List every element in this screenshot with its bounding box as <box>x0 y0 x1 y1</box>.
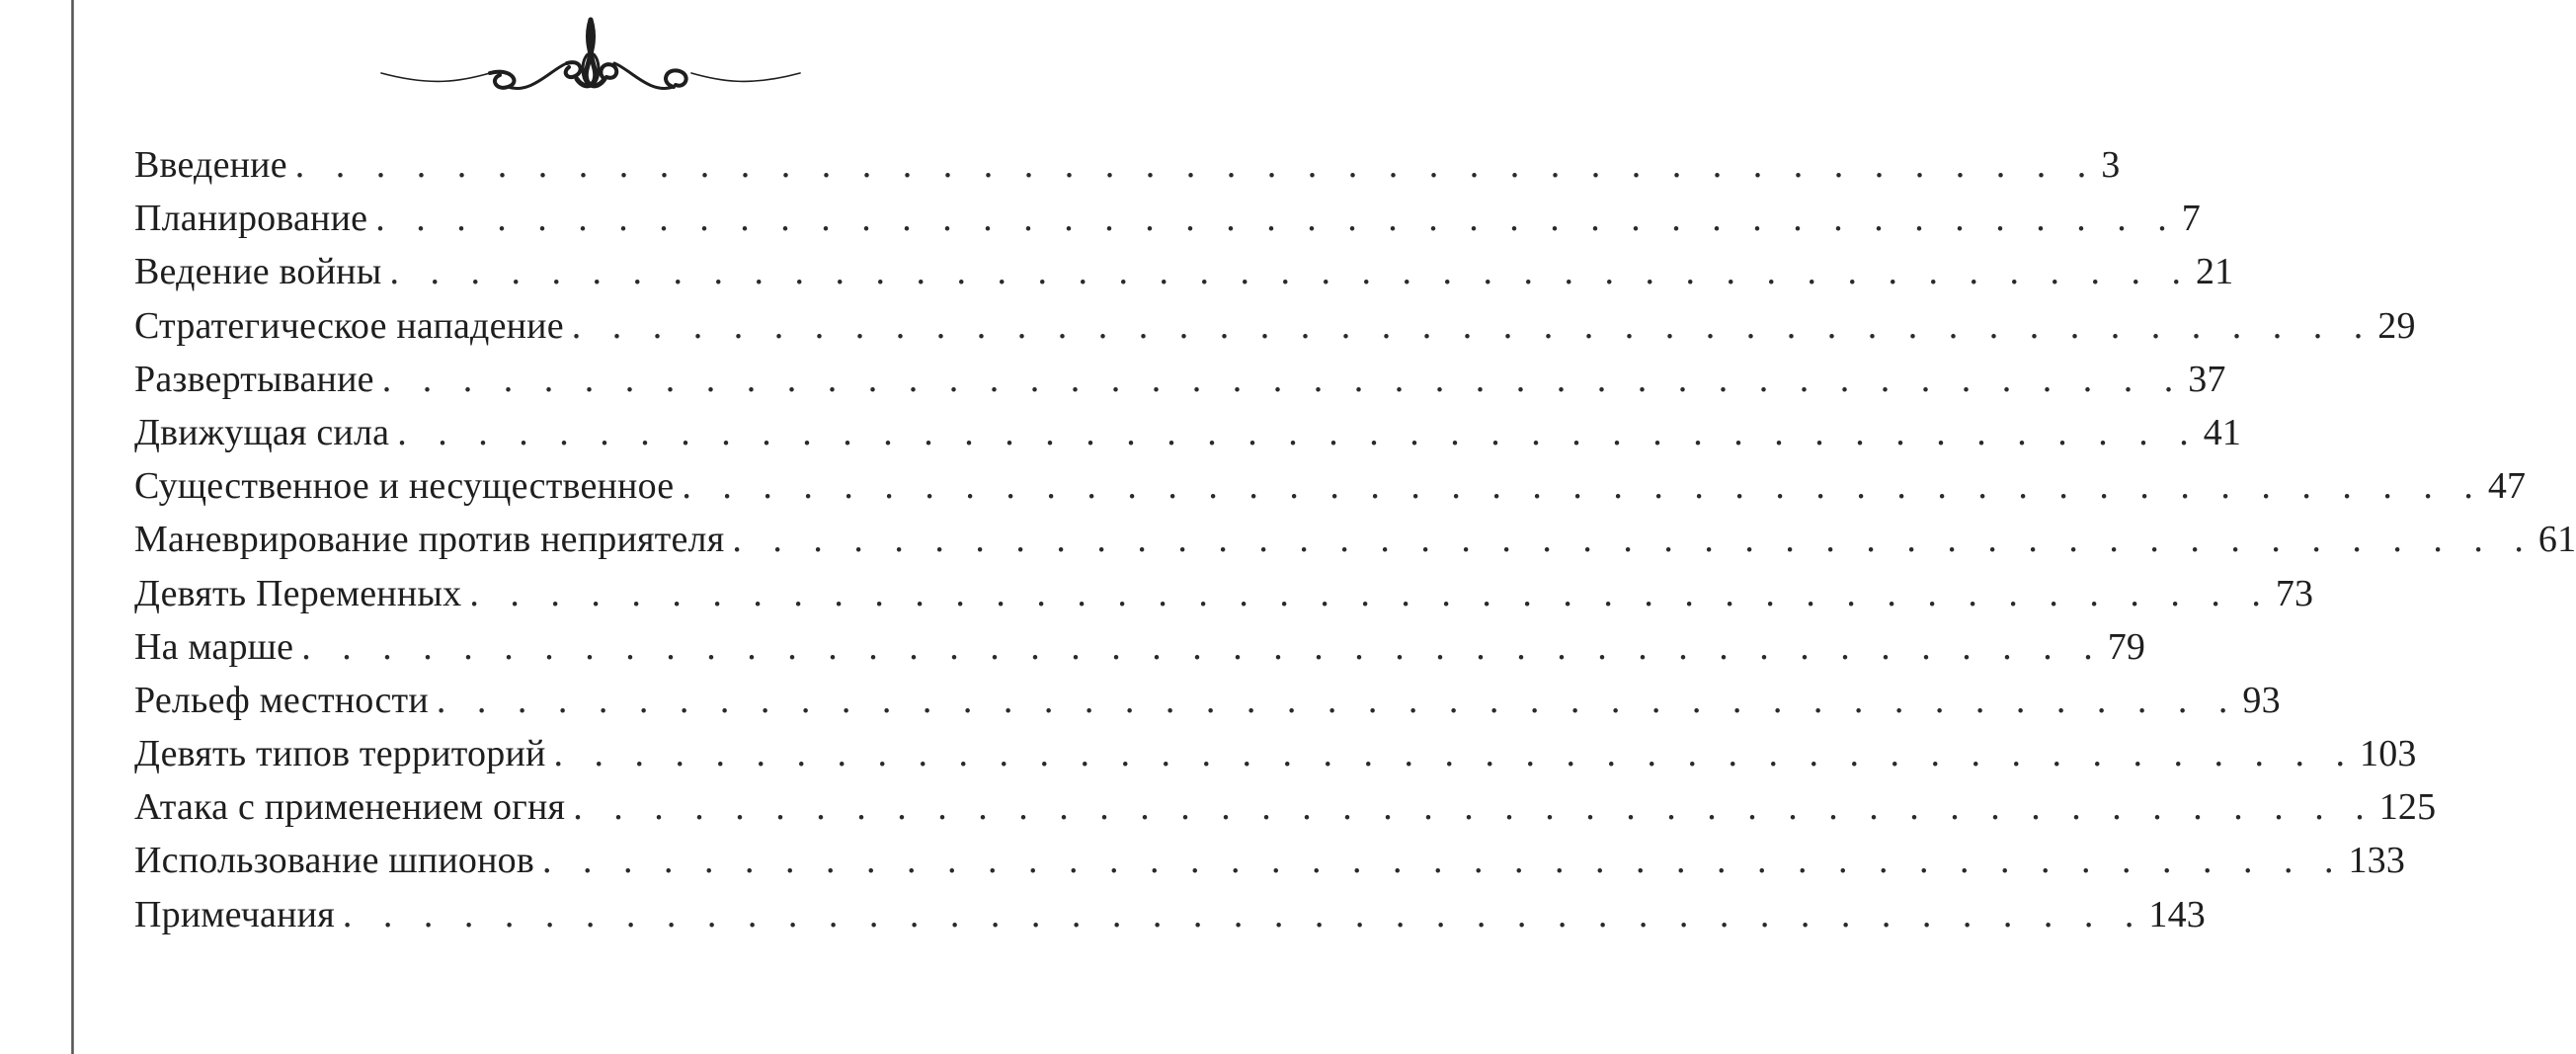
toc-dot-leader: . . . . . . . . . . . . . . . . . . . . . . . . . . . . . . . . . . . . . . . . . . . . . <box>381 358 2185 400</box>
toc-entry-planning[interactable] <box>134 192 2201 245</box>
toc-entry-page: 79 <box>2107 625 2146 668</box>
toc-dot-leader: . . . . . . . . . . . . . . . . . . . . . . . . . . . . . . . . . . . . . . . . . . . . . <box>469 572 2272 614</box>
toc-dot-leader: . . . . . . . . . . . . . . . . . . . . . . . . . . . . . . . . . . . . . . . . . . . . . <box>389 251 2192 293</box>
toc-entry-page: 93 <box>2242 679 2281 721</box>
toc-entry-terrain[interactable] <box>134 674 2281 727</box>
toc-dot-leader: . . . . . . . . . . . . . . . . . . . . . . . . . . . . . . . . . . . . . . . . . . . . . <box>682 465 2484 508</box>
toc-entry-page: 125 <box>2378 786 2437 829</box>
toc-entry-title: Введение <box>134 144 287 186</box>
toc-entry-title: Рельеф местности <box>134 679 429 721</box>
toc-dot-leader: . . . . . . . . . . . . . . . . . . . . . . . . . . . . . . . . . . . . . . . . . . . . . <box>573 786 2375 829</box>
toc-dot-leader: . . . . . . . . . . . . . . . . . . . . . . . . . . . . . . . . . . . . . . . . . . . . . <box>541 840 2345 882</box>
toc-entry-page: 37 <box>2188 358 2226 400</box>
toc-entry-page: 143 <box>2148 893 2206 935</box>
toc-entry-page: 47 <box>2487 465 2527 508</box>
toc-dot-leader: . . . . . . . . . . . . . . . . . . . . . . . . . . . . . . . . . . . . . . . . . . . . . <box>571 304 2375 347</box>
toc-dot-leader: . . . . . . . . . . . . . . . . . . . . . . . . . . . . . . . . . . . . . . . . . . . . . <box>553 733 2357 775</box>
toc-entry-notes[interactable] <box>134 888 2206 941</box>
toc-entry-title: Девять типов территорий <box>134 733 546 775</box>
toc-entry-title: Стратегическое нападение <box>134 304 564 347</box>
toc-entry-essential[interactable] <box>134 459 2527 513</box>
toc-entry-page: 61 <box>2537 519 2576 561</box>
toc-entry-title: Планирование <box>134 198 368 240</box>
toc-dot-leader: . . . . . . . . . . . . . . . . . . . . . . . . . . . . . . . . . . . . . . . . . . . . . <box>294 144 2098 186</box>
toc-entry-on-the-march[interactable] <box>134 620 2146 674</box>
toc-entry-title: Девять Переменных <box>134 572 462 614</box>
toc-entry-page: 7 <box>2181 198 2201 240</box>
toc-entry-title: Развертывание <box>134 358 374 400</box>
toc-dot-leader: . . . . . . . . . . . . . . . . . . . . . . . . . . . . . . . . . . . . . . . . . . . . . <box>375 198 2178 240</box>
toc-entry-fire-attack[interactable] <box>134 780 2437 834</box>
toc-dot-leader: . . . . . . . . . . . . . . . . . . . . . . . . . . . . . . . . . . . . . . . . . . . . . <box>301 625 2104 668</box>
toc-entry-title: Использование шпионов <box>134 840 534 882</box>
toc-entry-driving-force[interactable] <box>134 406 2242 459</box>
toc-entry-page: 103 <box>2360 733 2417 775</box>
toc-entry-title: Атака с применением огня <box>134 786 566 829</box>
toc-entry-title: Ведение войны <box>134 251 382 293</box>
toc-entry-strategic-attack[interactable] <box>134 299 2416 353</box>
toc-entry-title: На марше <box>134 625 294 668</box>
toc-entry-page: 41 <box>2203 411 2242 453</box>
toc-entry-title: Существенное и несущественное <box>134 465 675 508</box>
toc-dot-leader: . . . . . . . . . . . . . . . . . . . . . . . . . . . . . . . . . . . . . . . . . . . . . <box>342 893 2145 935</box>
toc-entry-page: 133 <box>2348 840 2406 882</box>
toc-entry-introduction[interactable] <box>134 138 2121 192</box>
toc-entry-nine-variables[interactable] <box>134 567 2314 620</box>
toc-entry-spies[interactable] <box>134 834 2406 887</box>
toc-entry-page: 3 <box>2101 144 2121 186</box>
toc-entry-page: 29 <box>2377 304 2416 347</box>
toc-entry-nine-territories[interactable] <box>134 727 2417 780</box>
toc-dot-leader: . . . . . . . . . . . . . . . . . . . . . . . . . . . . . . . . . . . . . . . . . . . . . <box>732 519 2535 561</box>
toc-entry-deployment[interactable] <box>134 353 2226 406</box>
table-of-contents <box>134 138 2576 941</box>
page-edge-line <box>71 0 74 1054</box>
toc-entry-waging-war[interactable] <box>134 245 2234 298</box>
toc-entry-page: 73 <box>2275 572 2314 614</box>
toc-entry-title: Примечания <box>134 893 335 935</box>
toc-dot-leader: . . . . . . . . . . . . . . . . . . . . . . . . . . . . . . . . . . . . . . . . . . . . . <box>436 679 2239 721</box>
toc-entry-title: Маневрирование против неприятеля <box>134 519 725 561</box>
toc-entry-title: Движущая сила <box>134 411 390 453</box>
flourish-ornament-icon <box>373 8 808 107</box>
toc-entry-page: 21 <box>2195 251 2234 293</box>
toc-entry-maneuvering[interactable] <box>134 513 2576 566</box>
toc-dot-leader: . . . . . . . . . . . . . . . . . . . . . . . . . . . . . . . . . . . . . . . . . . . . . <box>397 411 2200 453</box>
